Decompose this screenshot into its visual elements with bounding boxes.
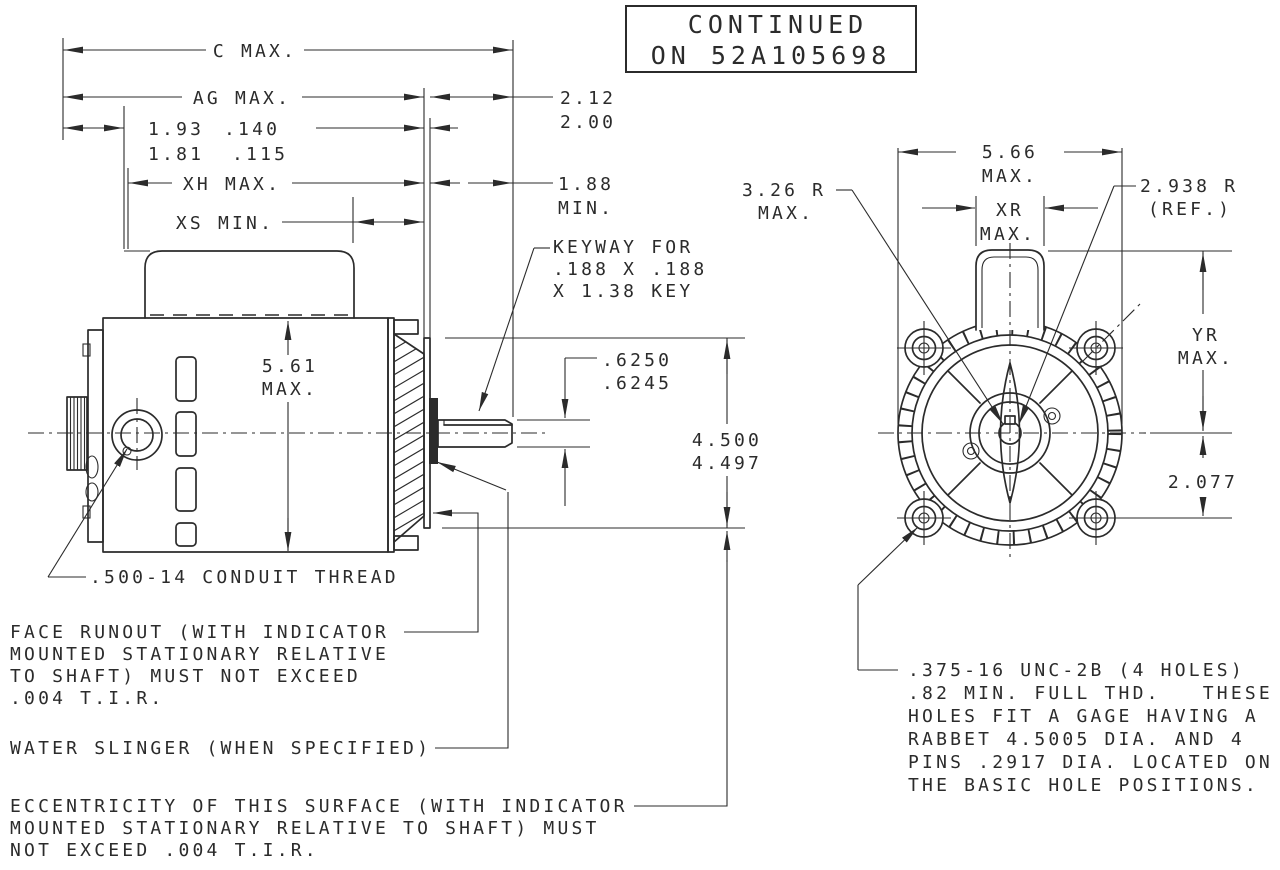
dim-ref-radius-2: (REF.) (1148, 199, 1233, 220)
dim-ag-max-label: AG MAX. (192, 88, 292, 109)
end-view (742, 142, 1273, 796)
conduit-entry (112, 398, 162, 470)
dim-frame-2: MAX. (261, 379, 319, 400)
note-holes-2: .82 MIN. FULL THD. THESE (908, 683, 1273, 704)
note-eccentricity-1: ECCENTRICITY OF THIS SURFACE (WITH INDICATOR (10, 796, 628, 817)
dim-boss-2: 1.81 (148, 144, 205, 165)
dim-rabbet-1: 4.500 (691, 430, 763, 451)
lifting-lug (976, 250, 1044, 330)
note-water-slinger-label: WATER SLINGER (WHEN SPECIFIED) (10, 738, 432, 759)
dim-shaft-dia-1: .6250 (602, 350, 673, 371)
bell-fins (392, 330, 426, 558)
dim-hole-offset (1118, 436, 1238, 518)
note-face-runout-2: MOUNTED STATIONARY RELATIVE (10, 644, 389, 665)
end-bracket (83, 330, 103, 542)
dim-hole-offset-label: 2.077 (1167, 472, 1239, 493)
note-holes-1: .375-16 UNC-2B (4 HOLES) (908, 660, 1245, 681)
note-holes-3: HOLES FIT A GAGE HAVING A (908, 706, 1259, 727)
dim-shaft-min-1: 1.88 (558, 174, 615, 195)
continuation-line2: ON 52A105698 (650, 41, 892, 70)
continuation-box (626, 6, 916, 72)
dim-frame-dia (262, 321, 318, 551)
dim-width-2: MAX. (981, 166, 1039, 187)
note-face-runout-3: TO SHAFT) MUST NOT EXCEED (10, 666, 361, 687)
dim-shaft-dia-2: .6245 (602, 373, 673, 394)
dim-corner-radius-2: MAX. (758, 203, 815, 224)
knurled-boss (67, 397, 87, 470)
water-slinger (429, 398, 438, 464)
dim-xr-1: XR (995, 200, 1025, 221)
note-eccentricity-3: NOT EXCEED .004 T.I.R. (10, 840, 319, 861)
dim-shaft-ext-1: 2.12 (560, 88, 617, 109)
note-keyway-3: X 1.38 KEY (553, 281, 694, 302)
dim-rabbet-2: 4.497 (691, 453, 763, 474)
dim-shaft-min-2: MIN. (558, 198, 615, 219)
dim-xs-min (176, 213, 424, 234)
note-conduit (48, 449, 399, 588)
dim-width-1: 5.66 (981, 142, 1039, 163)
dim-boss-and-gap (63, 119, 458, 165)
dim-ref-radius (1019, 176, 1238, 424)
vent-slots (176, 357, 196, 546)
note-conduit-label: .500-14 CONDUIT THREAD (90, 567, 399, 588)
dim-c-max (63, 41, 513, 62)
motor-body (103, 318, 388, 552)
dim-c-max-label: C MAX. (212, 41, 298, 62)
dim-yr-1: YR (1191, 325, 1221, 346)
dim-ag-max (63, 88, 616, 133)
dim-gap-2: .115 (232, 144, 289, 165)
note-holes-6: THE BASIC HOLE POSITIONS. (908, 775, 1259, 796)
dim-xr (922, 196, 1098, 246)
note-holes-4: RABBET 4.5005 DIA. AND 4 (908, 729, 1245, 750)
dim-frame-1: 5.61 (261, 356, 319, 377)
note-face-runout (10, 513, 478, 709)
note-face-runout-4: .004 T.I.R. (10, 688, 165, 709)
note-mounting-holes (858, 527, 1273, 796)
note-keyway-2: .188 X .188 (553, 259, 708, 280)
dim-xr-2: MAX. (979, 224, 1037, 245)
dim-shaft-ext-2: 2.00 (560, 112, 617, 133)
note-keyway-1: KEYWAY FOR (553, 237, 694, 258)
note-face-runout-1: FACE RUNOUT (WITH INDICATOR (10, 622, 389, 643)
dim-corner-radius-1: 3.26 R (742, 180, 827, 201)
note-holes-5: PINS .2917 DIA. LOCATED ON (908, 752, 1273, 773)
note-eccentricity-2: MOUNTED STATIONARY RELATIVE TO SHAFT) MUST (10, 818, 600, 839)
dim-xh-label: XH MAX. (182, 174, 282, 195)
dim-boss-1: 1.93 (148, 119, 205, 140)
terminal-cover (145, 251, 354, 318)
dim-yr-2: MAX. (1177, 348, 1235, 369)
continuation-line1: CONTINUED (687, 10, 869, 39)
dim-xs-label: XS MIN. (175, 213, 275, 234)
dim-gap-1: .140 (224, 119, 281, 140)
dim-ref-radius-1: 2.938 R (1140, 176, 1239, 197)
side-view (10, 38, 762, 861)
dim-shaft-dia (565, 350, 672, 506)
